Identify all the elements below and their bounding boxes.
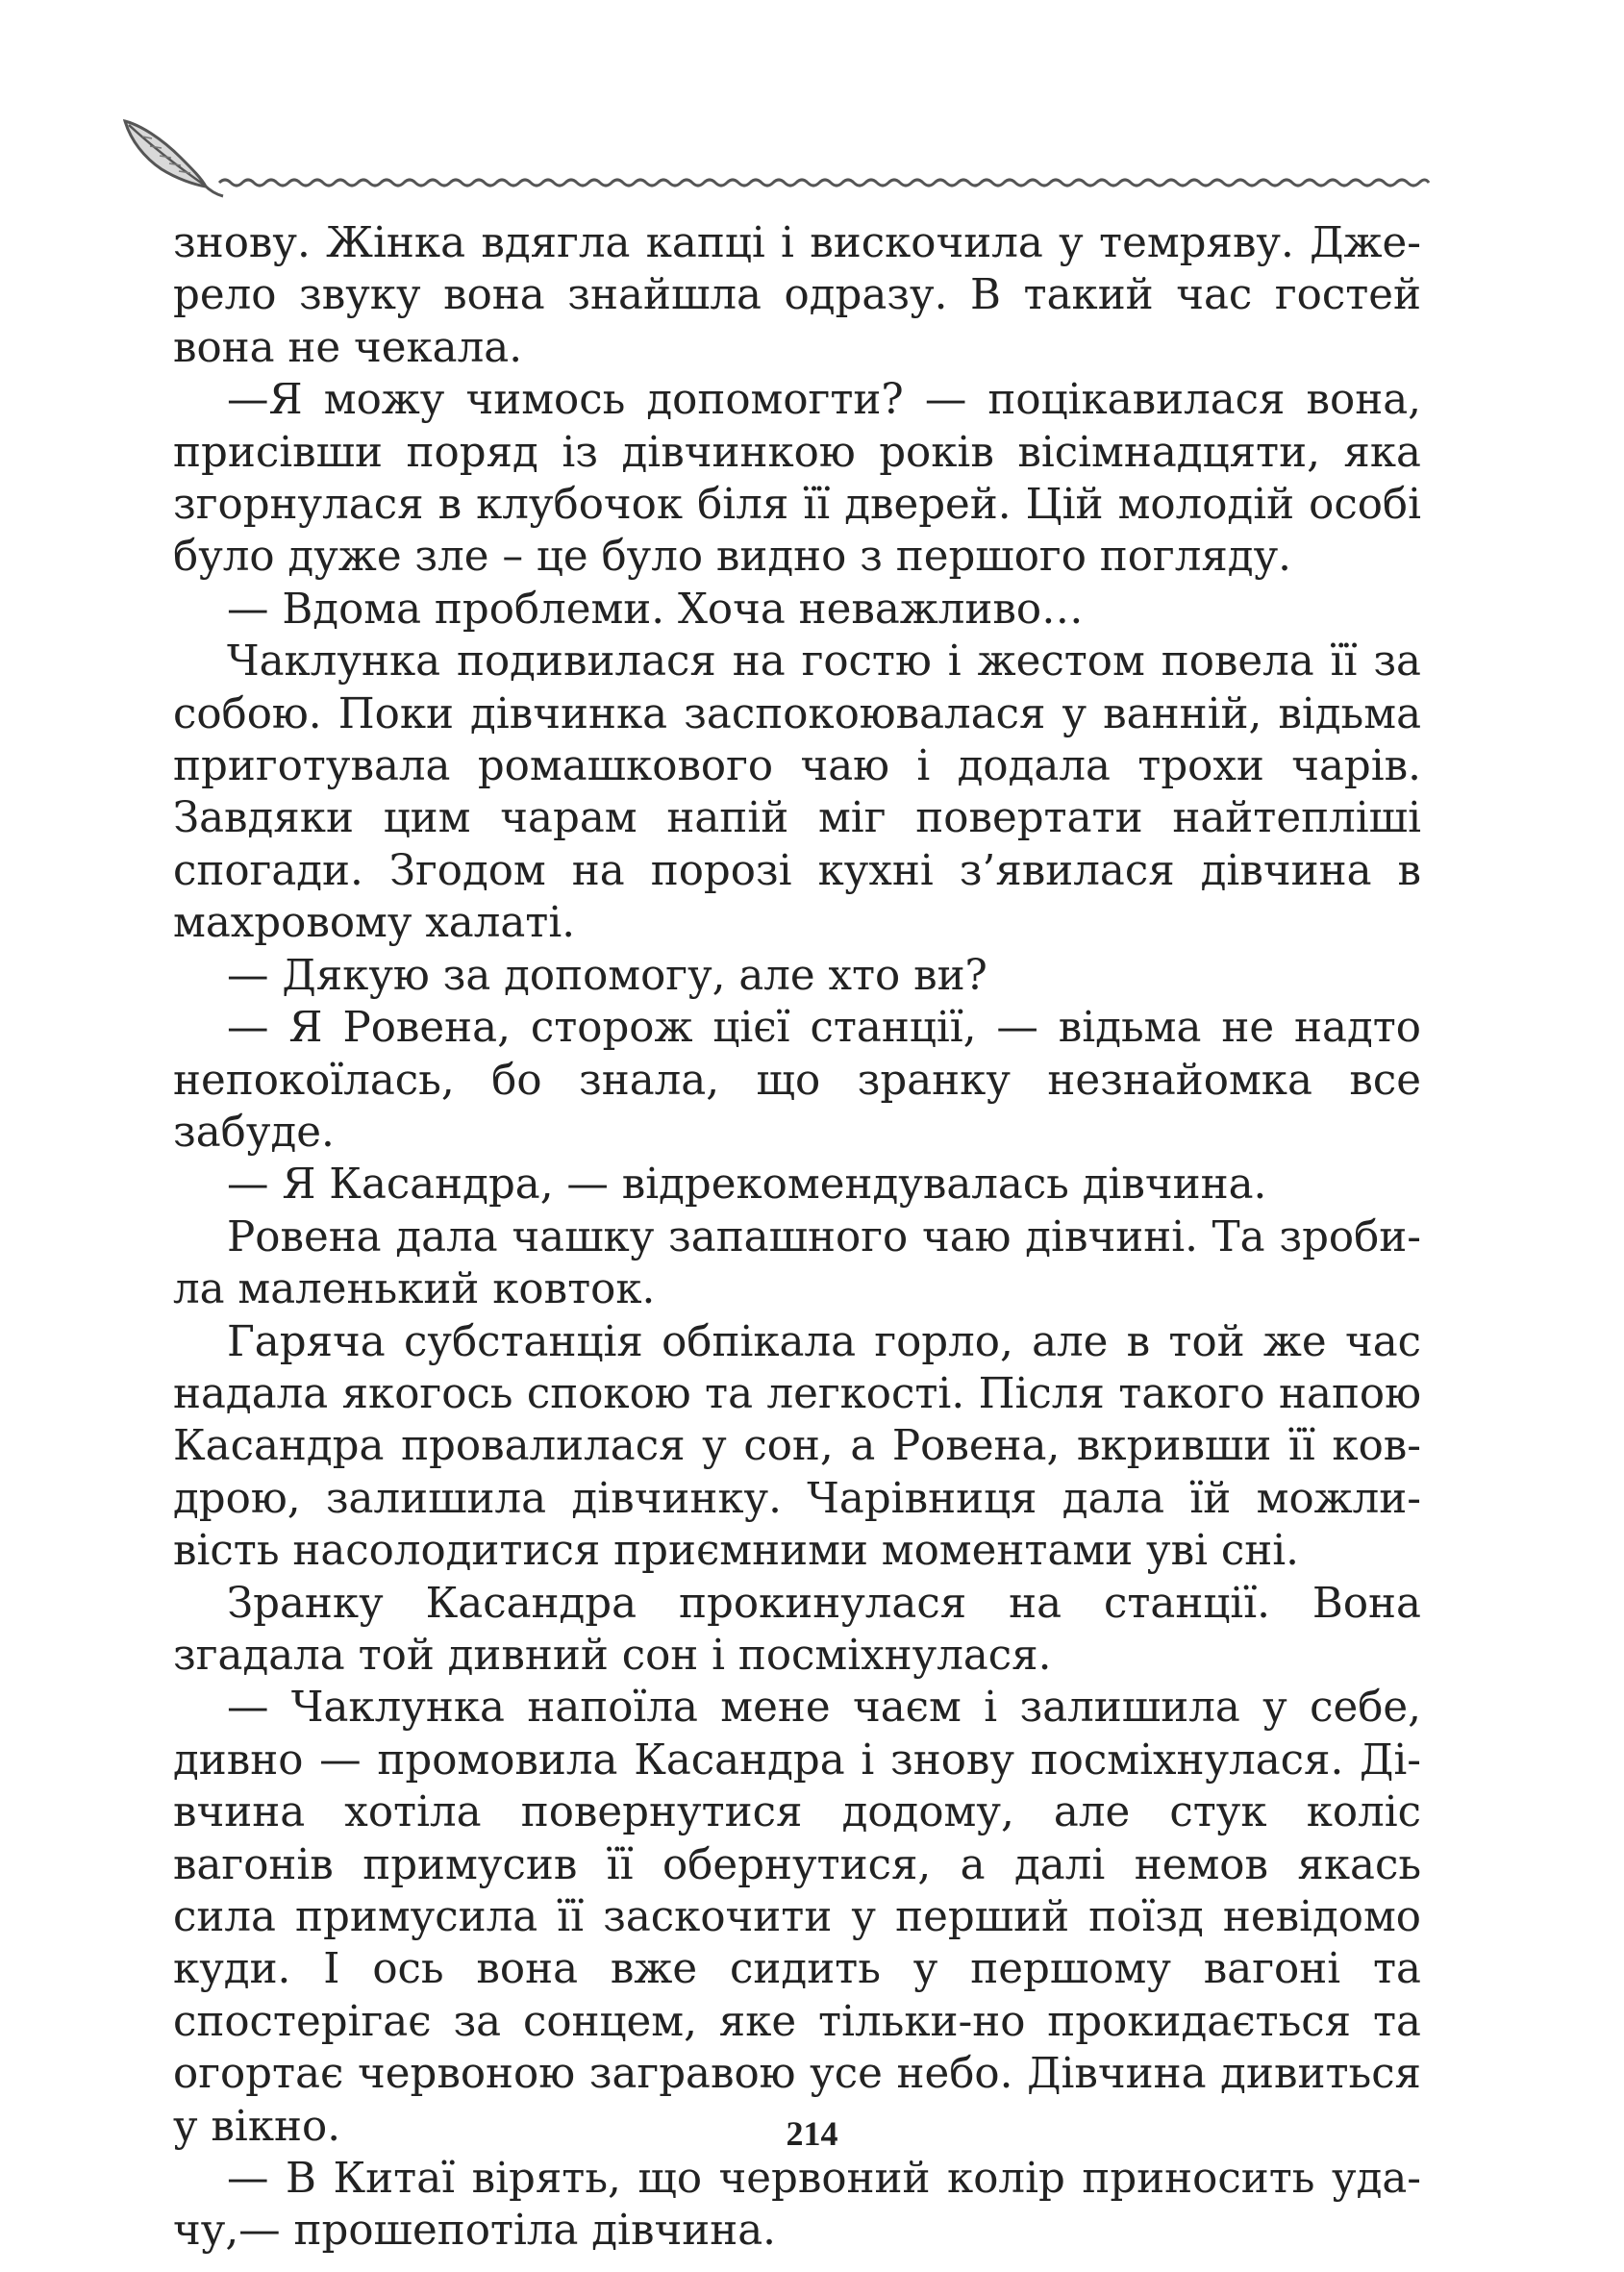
paragraph-9: Гаряча субстанція обпікала горло, але в той же час надала якогось спокою та легкості. Після такого напою Касандра провалилася у сон, а Ровена, вкривши її ковдрою, залишила дівчинку. Чарівниця дала їй можливість насолодитися приємними моментами уві сні. xyxy=(173,1317,1421,1576)
paragraph-7: — Я Касандра, — відрекомендувалась дівчина. xyxy=(227,1161,1267,1210)
paragraph-1: знову. Жінка вдягла капці і вискочила у темряву. Джерело звуку вона знайшла одразу. В такий час гостей вона не чекала. xyxy=(173,219,1421,372)
paragraph-12: — В Китаї вірять, що червоний колір приносить удачу,— прошепотіла дівчина. xyxy=(173,2155,1421,2256)
page-number: 214 xyxy=(786,2114,838,2153)
feather-quill-icon xyxy=(125,121,223,196)
paragraph-6: — Я Ровена, сторож цієї станції, — відьма не надто непокоїлась, бо знала, що зранку незнайомка все забуде. xyxy=(173,1004,1421,1157)
paragraph-3: — Вдома проблеми. Хоча неважливо… xyxy=(227,585,1084,634)
header-ornament xyxy=(123,115,1433,202)
paragraph-2: —Я можу чимось допомогти? — поцікавилася вона, присівши поряд із дівчинкою років вісімнадцяти, яка згорнулася в клубочок біля її дверей. Цій молодій особі було дуже зле – це було видно з першого погляду. xyxy=(173,376,1421,582)
paragraph-10: Зранку Касандра прокинулася на станції. Вона згадала той дивний сон і посміхнулася. xyxy=(173,1579,1421,1680)
paragraph-4: Чаклунка подивилася на гостю і жестом повела її за собою. Поки дівчинка заспокоювалася у ванній, відьма приготувала ромашкового чаю і додала трохи чарів. Завдяки цим чарам напій міг повертати найтепліші спогади. Згодом на порозі кухні з’явилася дівчина в махровому халаті. xyxy=(173,637,1421,948)
body-text xyxy=(173,217,1421,2258)
paragraph-5: — Дякую за допомогу, але хто ви? xyxy=(227,951,987,1000)
paragraph-8: Ровена дала чашку запашного чаю дівчині. Та зробила маленький ковток. xyxy=(173,1212,1421,1314)
wavy-divider-line xyxy=(219,180,1429,186)
paragraph-11: — Чаклунка напоїла мене чаєм і залишила у себе, дивно — промовила Касандра і знову посміхнулася. Дівчина хотіла повернутися додому, але стук коліс вагонів примусив її обернутися, а далі немов якась сила примусила її заскочити у перший поїзд невідомо куди. І ось вона вже сидить у першому вагоні та спостерігає за сонцем, яке тільки-но прокидається та огортає червоною загравою усе небо. Дівчина дивиться у вікно. xyxy=(173,1684,1421,2151)
